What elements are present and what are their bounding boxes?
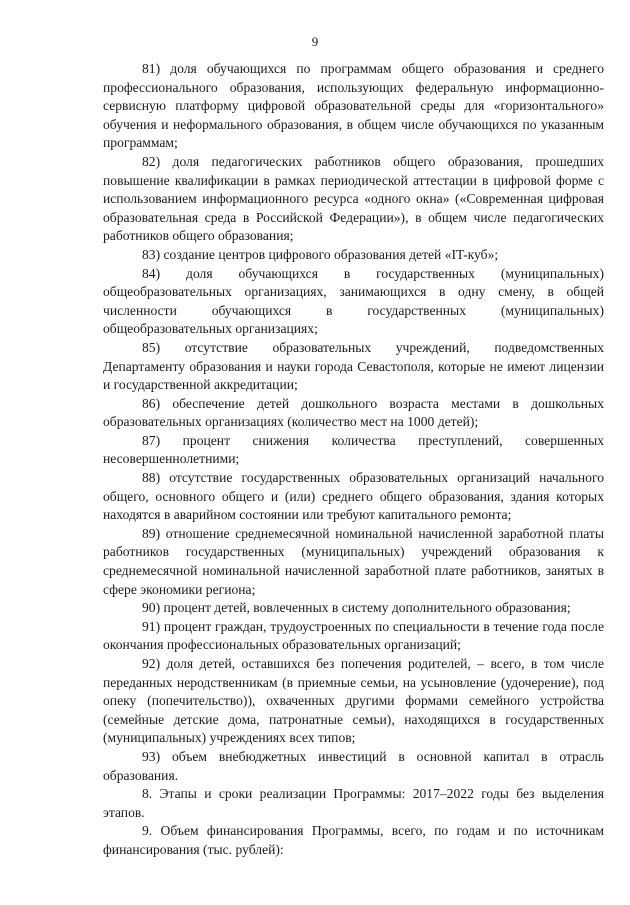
section-9-financing: 9. Объем финансирования Программы, всего, по годам и по источникам финансирования (тыс. рублей): bbox=[103, 823, 604, 857]
document-body bbox=[103, 60, 604, 860]
paragraph-81: 81) доля обучающихся по программам общего образования и среднего профессионального образования, использующих федеральную информационно-сервисную платформу цифровой образовательной среды для «горизонтального» обучения и неформального образования, в общем числе обучающихся по указанным программам; bbox=[103, 61, 604, 151]
paragraph-85: 85) отсутствие образовательных учреждений, подведомственных Департаменту образования и науки города Севастополя, которые не имеют лицензии и государственной аккредитации; bbox=[103, 339, 604, 393]
paragraph-82: 82) доля педагогических работников общего образования, прошедших повышение квалификации в рамках периодической аттестации в цифровой форме с использованием информационного ресурса «одного окна» («Современная цифровая образовательная среда в Российской Федерации»), в общем числе педагогических работников общего образования; bbox=[103, 153, 604, 244]
paragraph-91: 91) процент граждан, трудоустроенных по специальности в течение года после окончания профессиональных образовательных организаций; bbox=[103, 618, 604, 653]
page-number: 9 bbox=[311, 34, 319, 49]
paragraph-90: 90) процент детей, вовлеченных в систему дополнительного образования; bbox=[142, 600, 571, 616]
paragraph-83: 83) создание центров цифрового образования детей «IT-куб»; bbox=[142, 246, 499, 262]
paragraph-92: 92) доля детей, оставшихся без попечения родителей, – всего, в том числе переданных неродственникам (в приемные семьи, на усыновление (удочерение), под опеку (попечительство)), охваченных другими формами семейного устройства (семейные детские дома, патронатные семьи), находящихся в государственных (муниципальных) учреждениях всех типов; bbox=[103, 656, 604, 746]
paragraph-86: 86) обеспечение детей дошкольного возраста местами в дошкольных образовательных организациях (количество мест на 1000 детей); bbox=[103, 395, 604, 430]
paragraph-93: 93) объем внебюджетных инвестиций в основной капитал в отрасль образования. bbox=[103, 748, 604, 783]
section-8-stages: 8. Этапы и сроки реализации Программы: 2017–2022 годы без выделения этапов. bbox=[103, 786, 604, 820]
paragraph-88: 88) отсутствие государственных образовательных организаций начального общего, основного общего и (или) среднего общего образования, здания которых находятся в аварийном состоянии или требуют капитального ремонта; bbox=[103, 470, 604, 523]
paragraph-87: 87) процент снижения количества преступлений, совершенных несовершеннолетними; bbox=[103, 432, 604, 467]
paragraph-84: 84) доля обучающихся в государственных (муниципальных) общеобразовательных организациях, занимающихся в одну смену, в общей численности обучающихся в государственных (муниципальных) общеобразовательных организациях; bbox=[103, 265, 604, 337]
paragraph-89: 89) отношение среднемесячной номинальной начисленной заработной платы работников государственных (муниципальных) учреждений образования к среднемесячной номинальной начисленной заработной плате работников, занятых в сфере экономики региона; bbox=[103, 525, 604, 597]
